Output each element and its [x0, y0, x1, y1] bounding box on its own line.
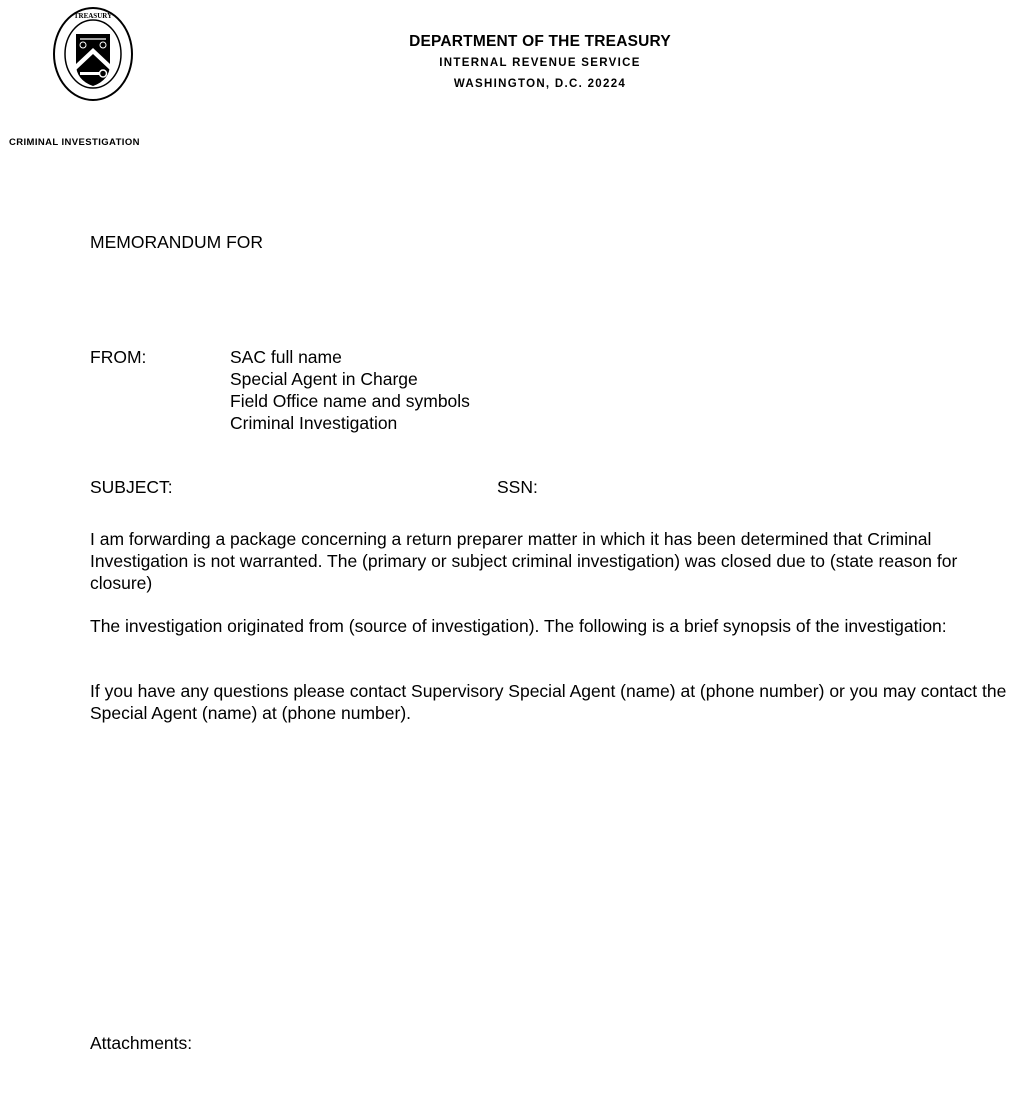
division-label: CRIMINAL INVESTIGATION: [9, 137, 140, 148]
agency-heading: INTERNAL REVENUE SERVICE: [439, 57, 641, 69]
from-office: Field Office name and symbols: [230, 391, 470, 411]
body-paragraph-1: I am forwarding a package concerning a return preparer matter in which it has been determined that Criminal Investigation is not warranted. The (primary or subject criminal investigation) was closed due to (state reason for closure): [90, 529, 958, 593]
from-block: [230, 346, 470, 434]
body-paragraph-2: The investigation originated from (source of investigation). The following is a brief synopsis of the investigation:: [90, 616, 947, 636]
from-label: FROM:: [90, 347, 147, 367]
body-paragraph-3: If you have any questions please contact Supervisory Special Agent (name) at (phone number) or you may contact the Special Agent (name) at (phone number).: [90, 681, 1007, 723]
treasury-seal-logo: [52, 6, 134, 102]
address-heading: WASHINGTON, D.C. 20224: [453, 78, 627, 90]
attachments-label: Attachments:: [90, 1033, 193, 1053]
from-division: Criminal Investigation: [230, 413, 398, 433]
department-heading: DEPARTMENT OF THE TREASURY: [409, 33, 671, 50]
ssn-label: SSN:: [497, 477, 538, 497]
subject-label: SUBJECT:: [90, 477, 173, 497]
memorandum-for-label: MEMORANDUM FOR: [90, 232, 264, 252]
from-title: Special Agent in Charge: [230, 369, 418, 389]
from-name: SAC full name: [230, 347, 342, 367]
svg-text:TREASURY: TREASURY: [73, 12, 113, 20]
